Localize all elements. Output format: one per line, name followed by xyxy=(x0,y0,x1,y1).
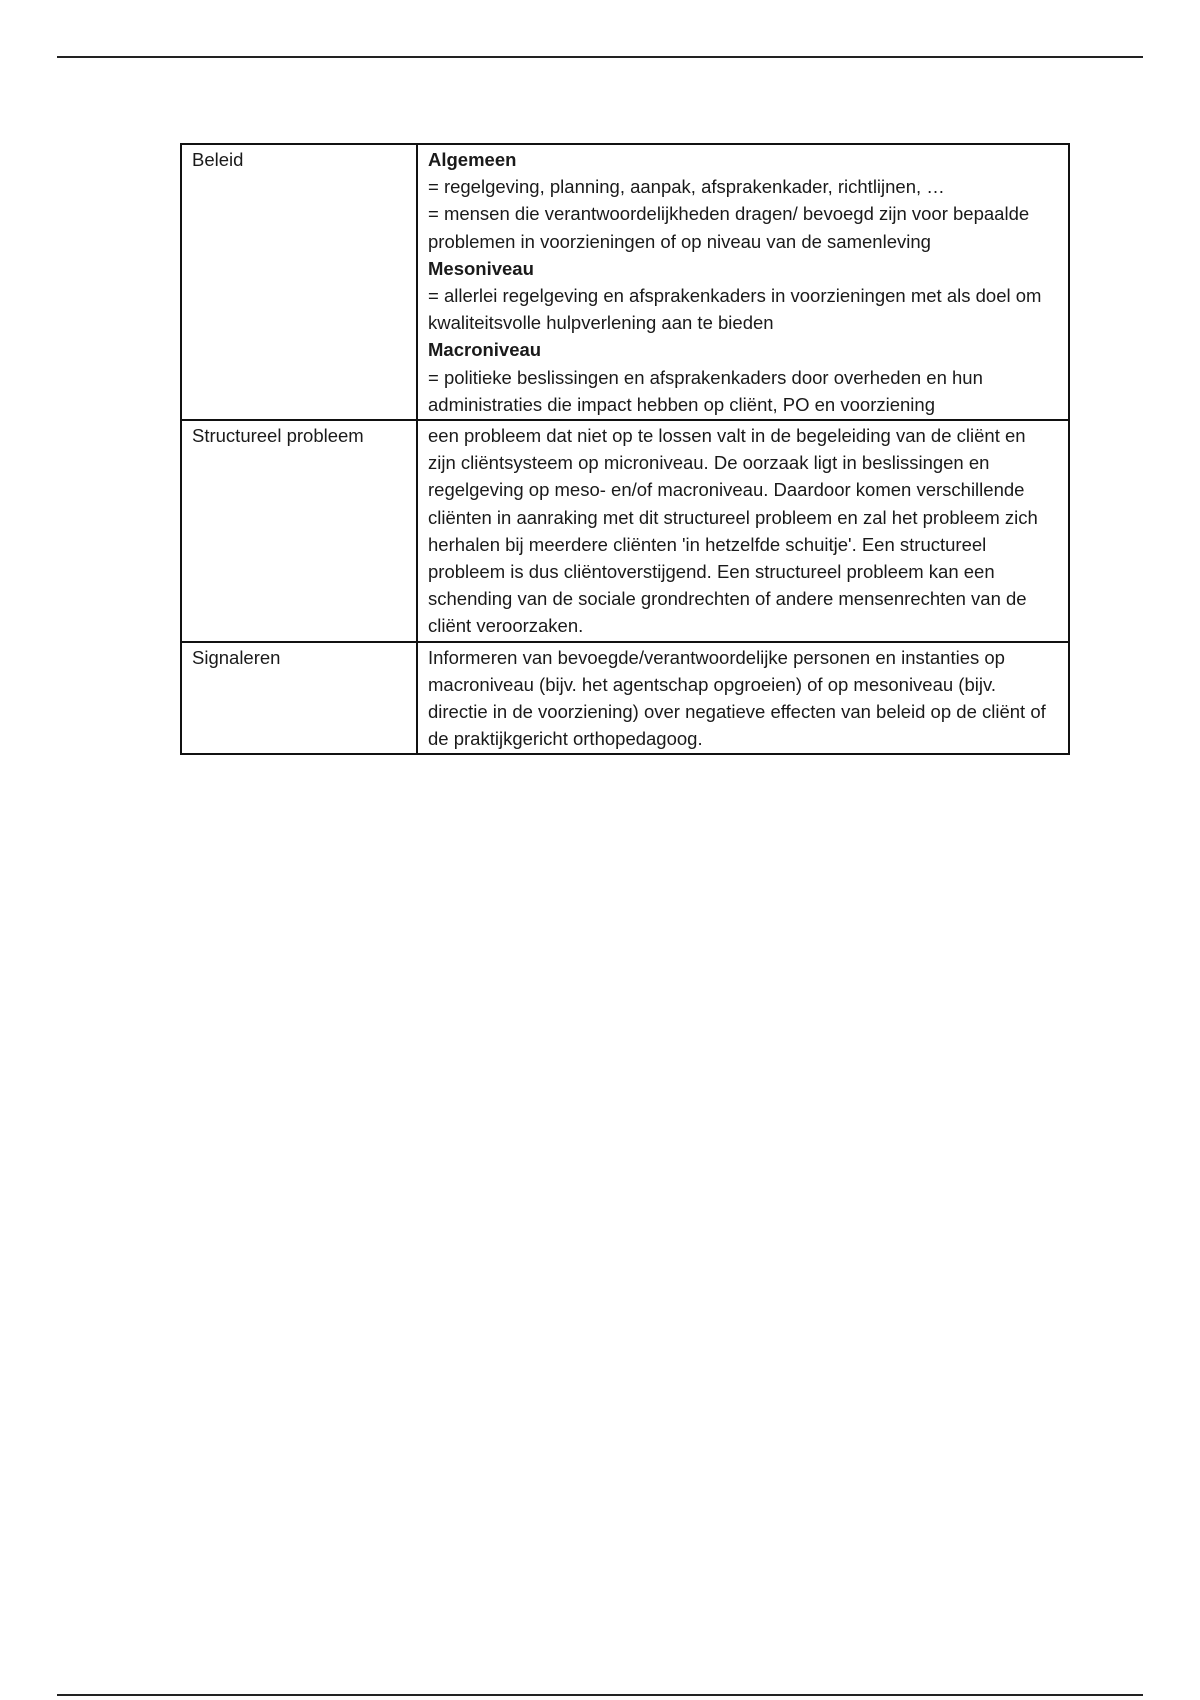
definition-cell xyxy=(417,642,1069,755)
definition-text: = regelgeving, planning, aanpak, afsprakenkader, richtlijnen, … xyxy=(428,176,945,198)
definition-text: = politieke beslissingen en afsprakenkaders door overheden en hun administraties die impact hebben op cliënt, PO en voorziening xyxy=(428,366,983,415)
term-cell: Beleid xyxy=(181,144,417,420)
definition-text: een probleem dat niet op te lossen valt in de begeleiding van de cliënt en zijn cliëntsysteem op microniveau. De oorzaak ligt in beslissingen en regelgeving op meso- en/of macroniveau. Daardoor komen verschillende cliënten in aanraking met dit structureel probleem en zal het probleem zich herhalen bij meerdere cliënten 'in hetzelfde schuitje'. Een structureel probleem is dus cliëntoverstijgend. Een structureel probleem kan een schending van de sociale grondrechten of andere mensenrechten van de cliënt veroorzaken. xyxy=(428,425,1038,637)
table-row xyxy=(181,642,1069,755)
subheading: Algemeen xyxy=(428,149,517,170)
definition-cell xyxy=(417,420,1069,642)
header-rule xyxy=(57,56,1143,58)
definition-cell xyxy=(417,144,1069,420)
table-row xyxy=(181,144,1069,420)
table-row xyxy=(181,420,1069,642)
term-cell: Signaleren xyxy=(181,642,417,755)
term-cell: Structureel probleem xyxy=(181,420,417,642)
subheading: Mesoniveau xyxy=(428,257,534,279)
subheading: Macroniveau xyxy=(428,339,542,361)
footer-rule xyxy=(57,1694,1143,1696)
definition-text: = mensen die verantwoordelijkheden dragen/ bevoegd zijn voor bepaalde problemen in voorzieningen of op niveau van de samenleving xyxy=(428,203,1030,252)
definition-text: = allerlei regelgeving en afsprakenkaders in voorzieningen met als doel om kwaliteitsvolle hulpverlening aan te bieden xyxy=(428,285,1042,334)
definition-text: Informeren van bevoegde/verantwoordelijke personen en instanties op macroniveau (bijv. het agentschap opgroeien) of op mesoniveau (bijv. directie in de voorziening) over negatieve effecten van beleid op de cliënt of de praktijkgericht orthopedagoog. xyxy=(428,646,1046,750)
glossary-table xyxy=(180,143,1070,755)
